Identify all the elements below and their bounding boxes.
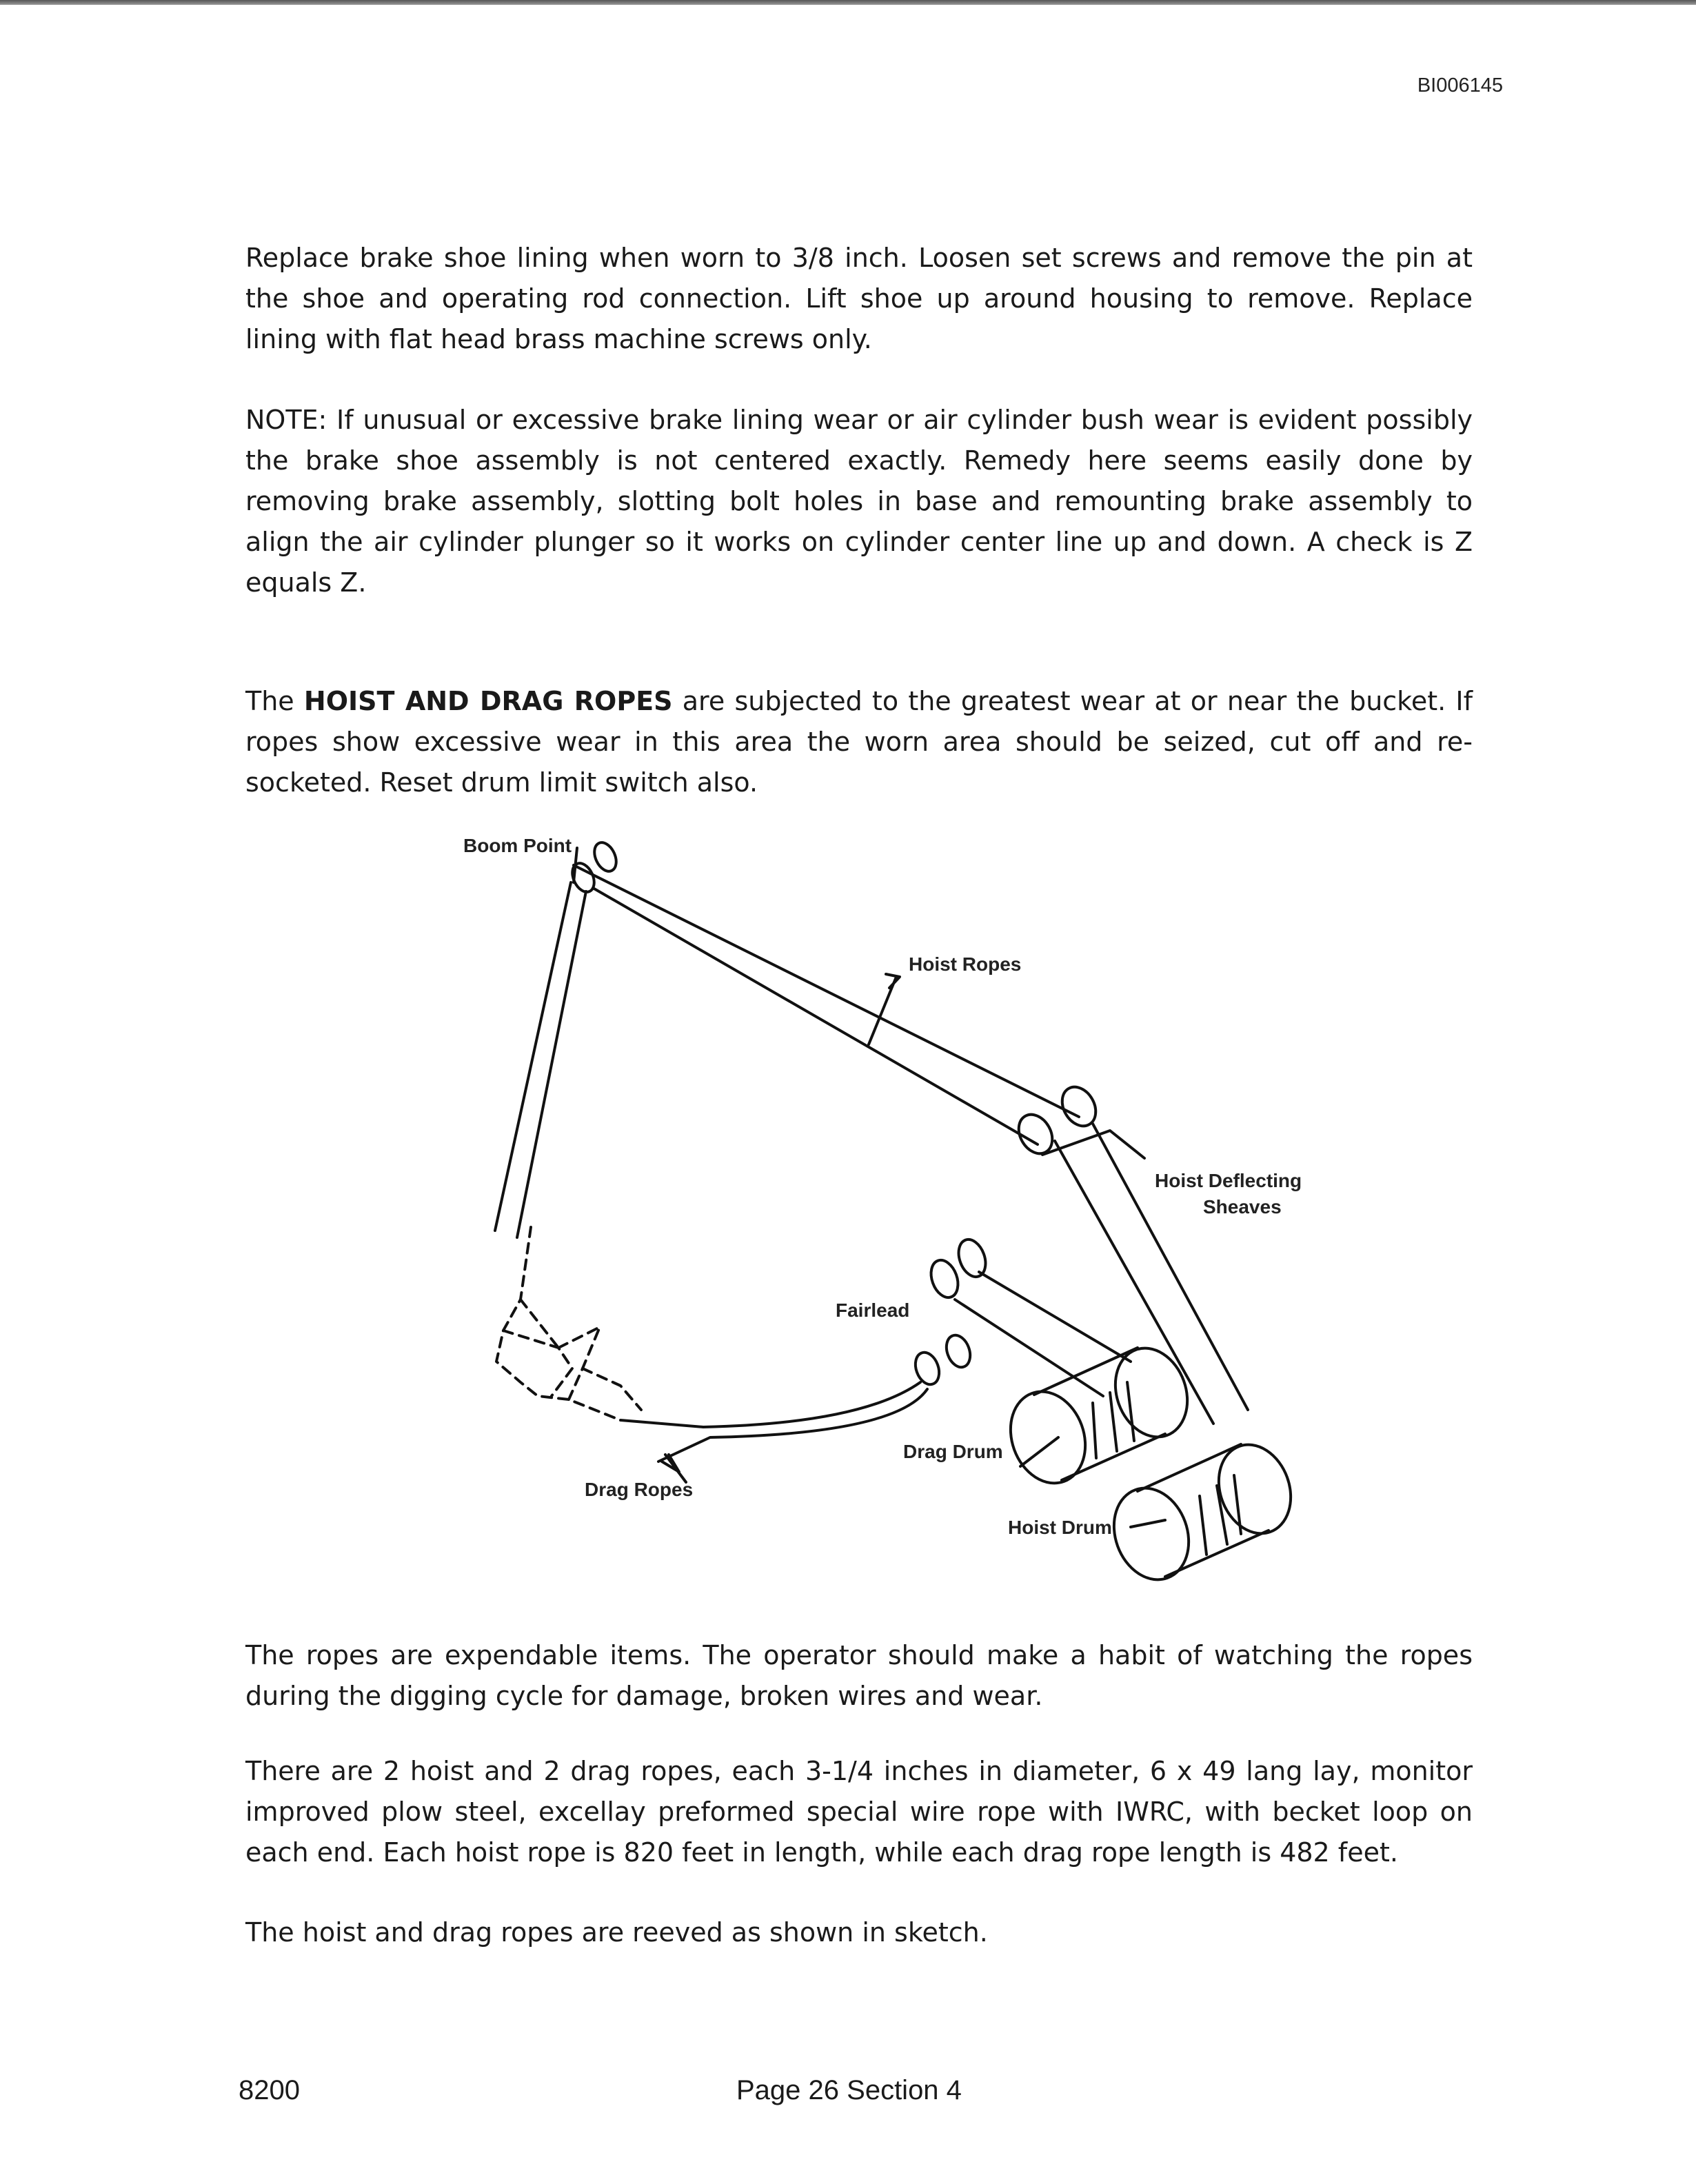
fairlead-sheave-1 — [927, 1257, 963, 1302]
hoist-rope-to-drum-2 — [1093, 1124, 1248, 1410]
note-paragraph: NOTE: If unusual or excessive brake lining wear or air cylinder bush wear is evident possibly the brake shoe assembly is not centered exactly. Remedy here seems easily done by removing brake assembly, slotting bolt holes in base and remounting brake assembly to align the air cylinder plunger so it works on cylinder center line up and down. A check is Z equals Z. — [245, 405, 1473, 598]
ropes-expendable-paragraph: The ropes are expendable items. The operator should make a habit of watching the ropes during the digging cycle for damage, broken wires and wear. — [245, 1640, 1473, 1711]
ropes-wear-text: are subjected to the greatest wear at or near the bucket. If ropes show excessive wear in this area the worn area should be seized, cut off and re-socketed. Reset drum limit switch also. — [245, 686, 1473, 798]
boom-lower-edge — [593, 888, 1038, 1144]
label-drag-drum: Drag Drum — [903, 1441, 1003, 1462]
rope-specification-paragraph: There are 2 hoist and 2 drag ropes, each 3-1/4 inches in diameter, 6 x 49 lang lay, monitor improved plow steel, excellay preformed special wire rope with IWRC, with becket loop on each end. Each hoist rope is 820 feet in length, while each drag rope length is 482 feet. — [245, 1756, 1473, 1868]
hoist-rope-1 — [495, 882, 571, 1231]
reeving-note-paragraph: The hoist and drag ropes are reeved as shown in sketch. — [245, 1917, 988, 1948]
ropes-wear-paragraph — [245, 681, 1473, 803]
drag-drum-leader — [1020, 1437, 1058, 1466]
hoist-drum-end — [1102, 1477, 1201, 1590]
bucket-outline — [496, 1227, 641, 1420]
label-hoist-deflecting: Hoist Deflecting — [1155, 1170, 1302, 1191]
boom-point-pin — [574, 848, 577, 882]
boom-point-sheave-a — [590, 839, 620, 875]
fairlead-sheave-4 — [942, 1332, 974, 1371]
label-sheaves: Sheaves — [1203, 1196, 1282, 1217]
drag-rope-to-drum-2 — [955, 1300, 1103, 1396]
drag-rope-to-drum-1 — [979, 1272, 1131, 1362]
fairlead-sheave-3 — [911, 1349, 943, 1388]
hoist-drum-flange — [1207, 1435, 1302, 1544]
label-drag-ropes: Drag Ropes — [585, 1479, 694, 1500]
label-hoist-drum: Hoist Drum — [1008, 1517, 1112, 1538]
hoist-rope-2 — [517, 891, 586, 1237]
label-fairlead: Fairlead — [836, 1300, 910, 1321]
drag-drum-end — [998, 1381, 1098, 1493]
label-boom-point: Boom Point — [463, 835, 572, 856]
boom-upper-edge — [574, 865, 1079, 1117]
brake-lining-paragraph: Replace brake shoe lining when worn to 3/8 inch. Loosen set screws and remove the pin at the shoe and operating rod connection. Lift shoe up around housing to remove. Replace lining with flat head brass machine screws only. — [245, 243, 1473, 354]
hoist-drum-leader — [1131, 1520, 1165, 1527]
deflecting-sheave-upper — [1056, 1081, 1102, 1132]
rope-reeving-diagram — [414, 817, 1379, 1610]
footer-model: 8200 — [239, 2075, 300, 2105]
label-hoist-ropes: Hoist Ropes — [909, 953, 1022, 975]
drag-drum-body — [1034, 1348, 1165, 1480]
scan-top-edge — [0, 0, 1696, 5]
ropes-wear-lead: The — [245, 686, 304, 716]
hoist-ropes-arrowhead — [886, 974, 900, 988]
hoist-drum-body — [1138, 1444, 1269, 1577]
footer-page-number: Page 26 Section 4 — [736, 2075, 962, 2105]
document-id: BI006145 — [1417, 74, 1503, 97]
ropes-heading: HOIST AND DRAG ROPES — [303, 686, 673, 716]
hoist-ropes-leader — [869, 977, 896, 1044]
